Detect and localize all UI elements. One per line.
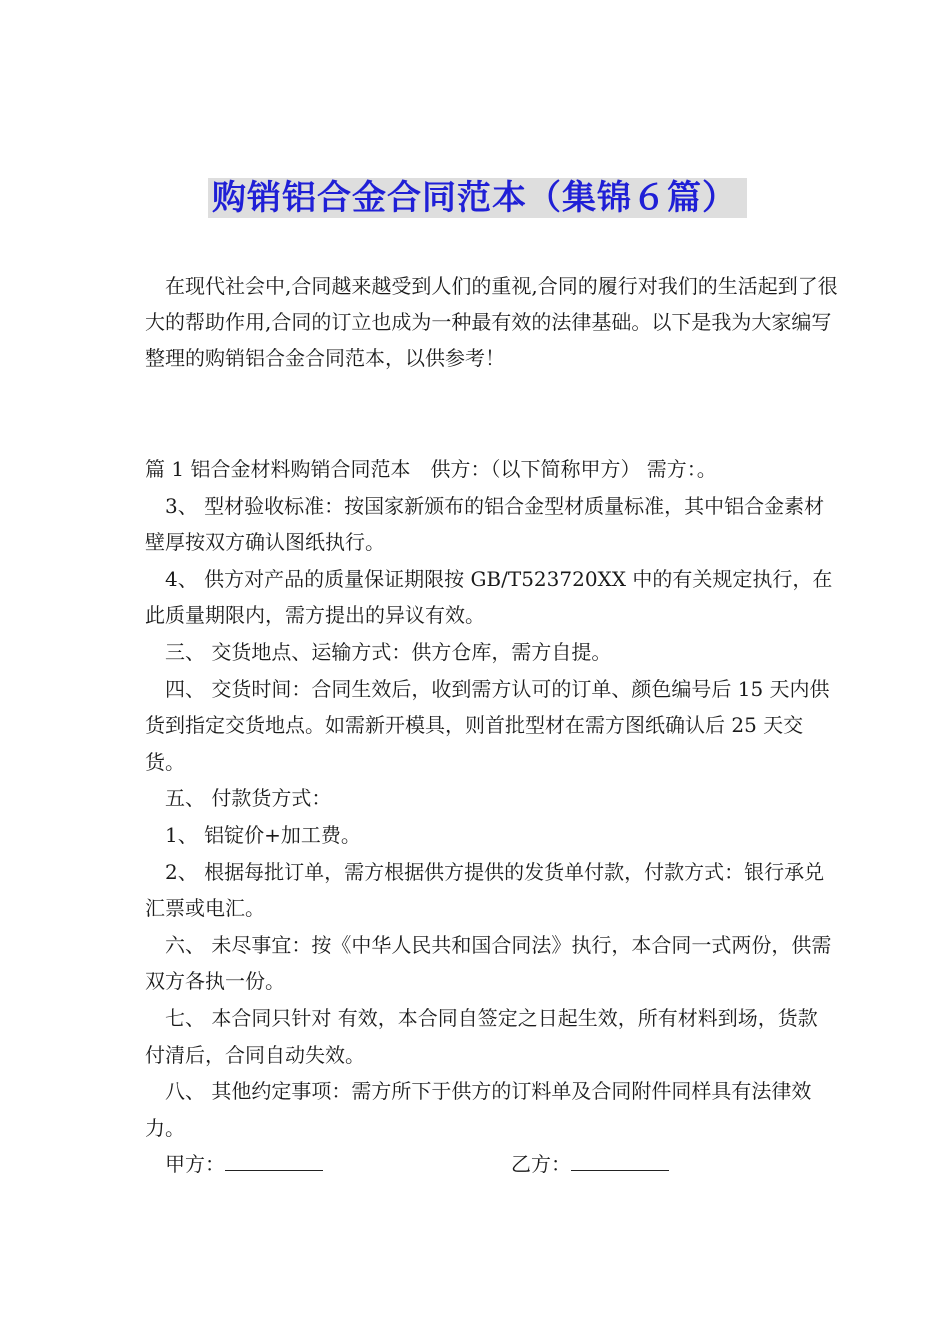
paragraph-section-6: 六、 未尽事宜：按《中华人民共和国合同法》执行，本合同一式两份，供需双方各执一份。	[145, 932, 832, 994]
title-wrapper	[0, 178, 950, 218]
paragraph-clause-3: 3、 型材验收标准：按国家新颁布的铝合金型材质量标准，其中铝合金素材壁厚按双方确认图纸执行。	[145, 493, 825, 555]
intro-paragraph: 在现代社会中,合同越来越受到人们的重视,合同的履行对我们的生活起到了很大的帮助作用,合同的订立也成为一种最有效的法律基础。以下是我为大家编写整理的购销铝合金合同范本，以供参考！	[145, 274, 838, 370]
party-a-label: 甲方：	[165, 1152, 225, 1177]
document-title: 购销铝合金合同范本（集锦６篇）	[208, 178, 747, 218]
paragraph-section-7: 七、 本合同只针对 有效，本合同自签定之日起生效，所有材料到场，货款付清后，合同自动失效。	[145, 1005, 818, 1067]
paragraph-heading: 篇 1 铝合金材料购销合同范本 供方：（以下简称甲方） 需方：。	[145, 457, 717, 481]
contract-body	[145, 451, 835, 1183]
paragraph-payment-1: 1、 铝锭价+加工费。	[165, 822, 361, 847]
paragraph-section-3: 三、 交货地点、运输方式：供方仓库，需方自提。	[165, 639, 612, 664]
signature-row	[145, 1146, 835, 1183]
party-b-signature	[511, 1146, 669, 1183]
party-b-blank-line	[571, 1146, 669, 1171]
party-a-signature	[165, 1146, 323, 1183]
paragraph-payment-2: 2、 根据每批订单，需方根据供方提供的发货单付款，付款方式：银行承兑汇票或电汇。	[145, 859, 825, 921]
intro-section	[145, 268, 845, 376]
party-a-blank-line	[225, 1146, 323, 1171]
party-b-label: 乙方：	[511, 1152, 571, 1177]
paragraph-section-5: 五、 付款货方式：	[165, 786, 332, 811]
paragraph-section-4: 四、 交货时间：合同生效后，收到需方认可的订单、颜色编号后 15 天内供货到指定交货地点。如需新开模具，则首批型材在需方图纸确认后 25 天交货。	[145, 676, 830, 774]
paragraph-clause-4: 4、 供方对产品的质量保证期限按 GB/T523720XX 中的有关规定执行，在此质量期限内，需方提出的异议有效。	[145, 566, 833, 628]
paragraph-section-8: 八、 其他约定事项：需方所下于供方的订料单及合同附件同样具有法律效力。	[145, 1079, 812, 1140]
